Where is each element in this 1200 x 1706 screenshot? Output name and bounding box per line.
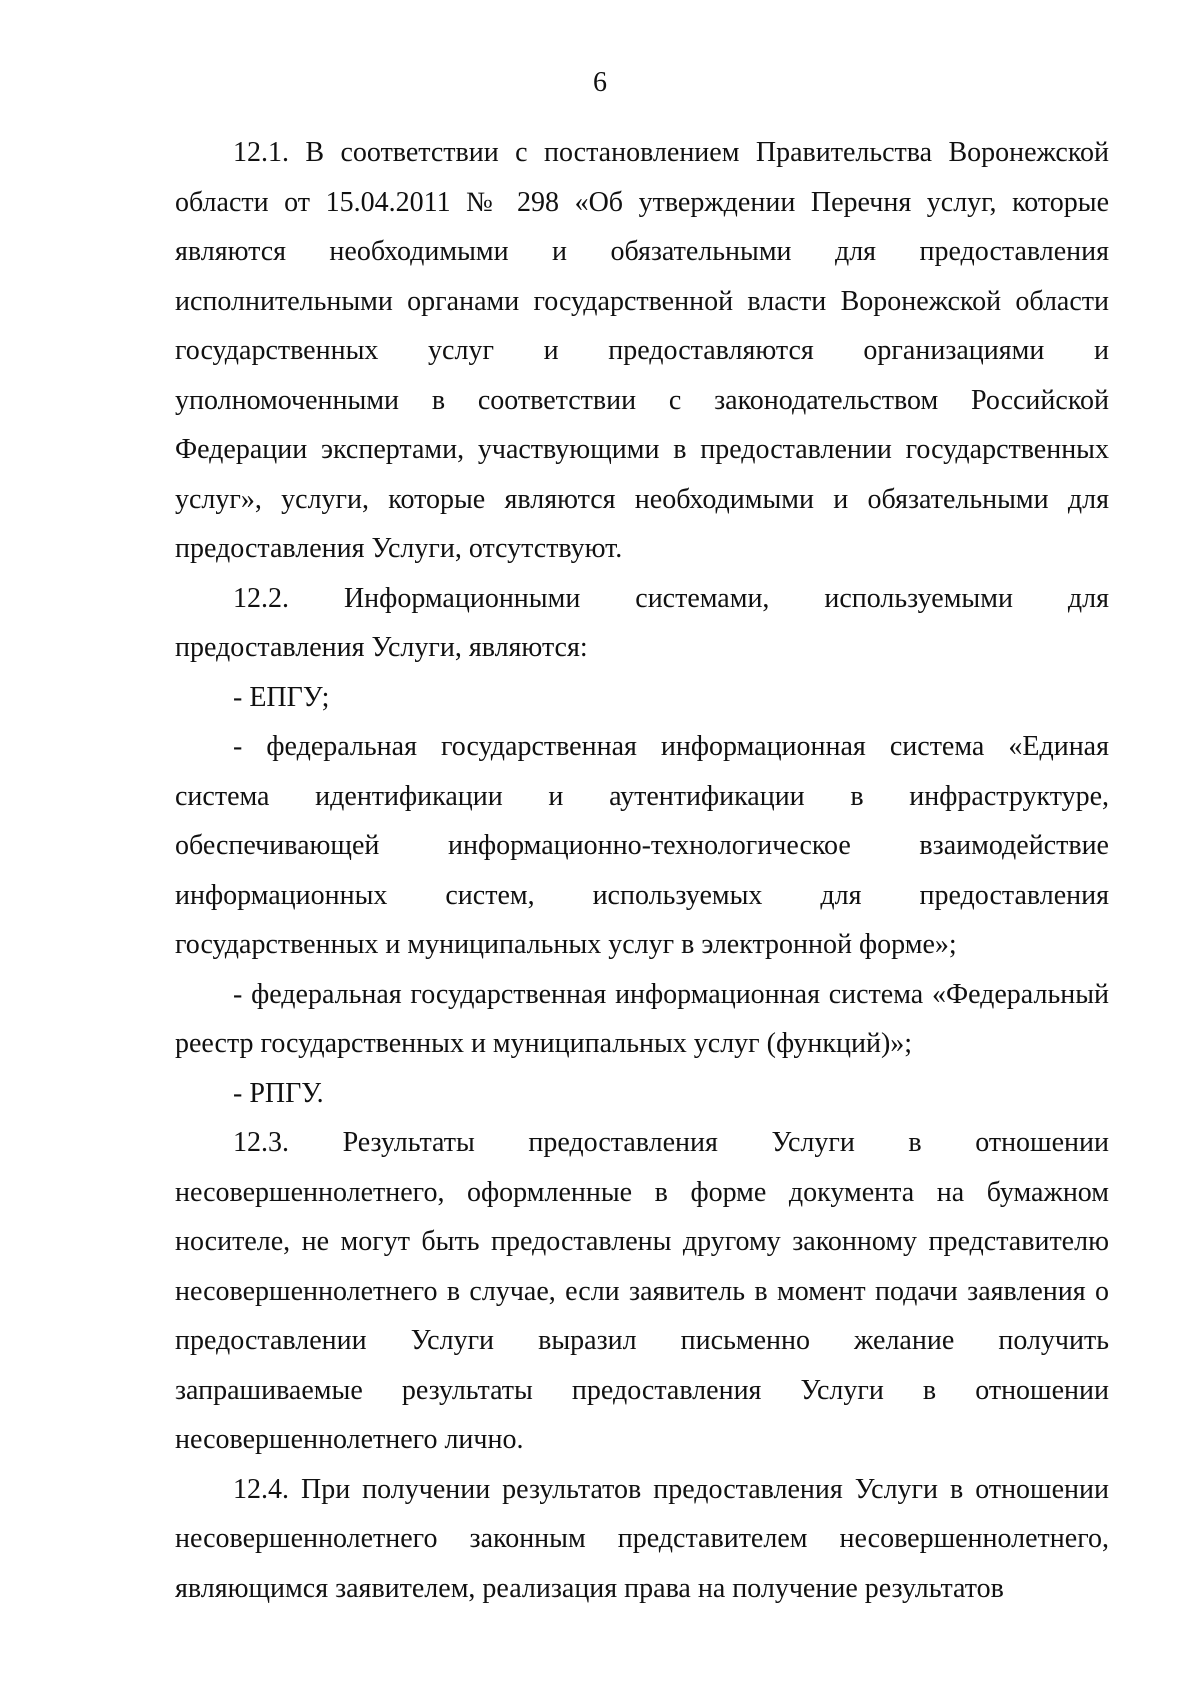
document-body <box>175 128 1109 1613</box>
list-item-epgu: - ЕПГУ; <box>233 681 330 713</box>
paragraph-12-4: 12.4. При получении результатов предоставления Услуги в отношении несовершеннолетнего законным представителем несовершеннолетнего, являющимся заявителем, реализация права на получение результатов <box>175 1473 1109 1604</box>
list-item-frgu: - федеральная государственная информационная система «Федеральный реестр государственных и муниципальных услуг (функций)»; <box>175 978 1109 1059</box>
paragraph-12-1: 12.1. В соответствии с постановлением Правительства Воронежской области от 15.04.2011 № 298 «Об утверждении Перечня услуг, которые являются необходимыми и обязательными для предоставления исполнительными органами государственной власти Воронежской области государственных услуг и предоставляются организациями и уполномоченными в соответствии с законодательством Российской Федерации экспертами, участвующими в предоставлении государственных услуг», услуги, которые являются необходимыми и обязательными для предоставления Услуги, отсутствуют. <box>175 137 1109 564</box>
list-item-rpgu: - РПГУ. <box>233 1077 324 1109</box>
page-number: 6 <box>593 67 607 98</box>
list-item-esia: - федеральная государственная информационная система «Единая система идентификации и аутентификации в инфраструктуре, обеспечивающей информационно-технологическое взаимодействие информационных систем, используемых для предоставления государственных и муниципальных услуг в электронной форме»; <box>175 731 1109 960</box>
paragraph-12-3: 12.3. Результаты предоставления Услуги в отношении несовершеннолетнего, оформленные в форме документа на бумажном носителе, не могут быть предоставлены другому законному представителю несовершеннолетнего в случае, если заявитель в момент подачи заявления о предоставлении Услуги выразил письменно желание получить запрашиваемые результаты предоставления Услуги в отношении несовершеннолетнего лично. <box>175 1127 1109 1455</box>
paragraph-12-2: 12.2. Информационными системами, используемыми для предоставления Услуги, являются: <box>175 582 1109 663</box>
